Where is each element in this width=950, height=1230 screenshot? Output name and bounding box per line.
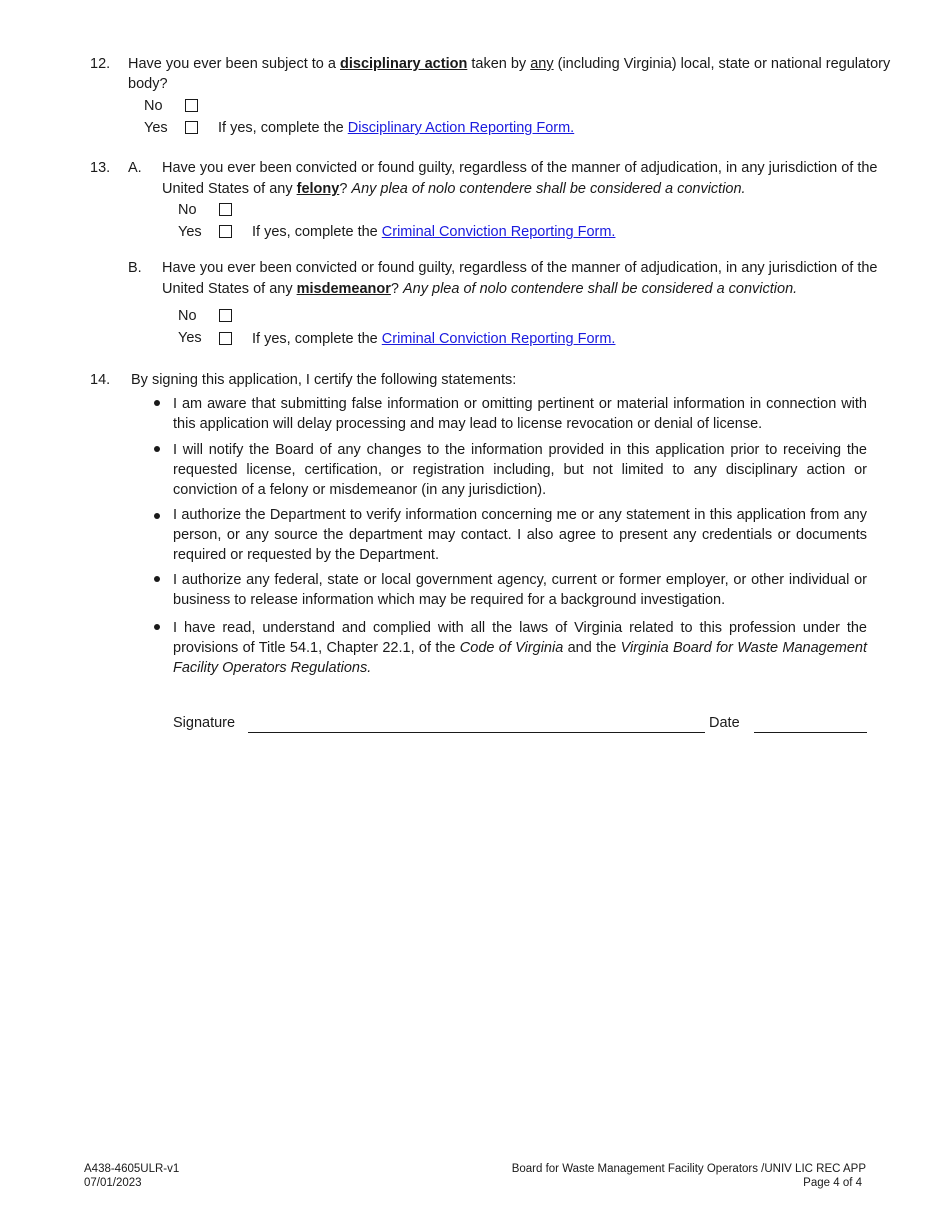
q14-intro: By signing this application, I certify the following statements: — [131, 372, 517, 388]
q13b-bold-term: misdemeanor — [296, 281, 391, 297]
footer-form-id: A438-4605ULR-v1 — [84, 1163, 180, 1175]
q12-if-yes: If yes, complete the Disciplinary Action Reporting Form. — [218, 120, 575, 136]
q13-number: 13. — [90, 160, 111, 176]
certification-statement-1: I am aware that submitting false information or omitting pertinent or material information in connection with this application will delay processing and may lead to license revocation or denial of license. — [173, 396, 867, 432]
q14-number: 14. — [90, 372, 111, 388]
q13b-question-line2: United States of any misdemeanor? Any plea of nolo contendere shall be considered a conviction. — [162, 281, 798, 297]
q13a-question-line1: Have you ever been convicted or found guilty, regardless of the manner of adjudication, in any jurisdiction of the — [162, 160, 878, 176]
q12-bold-term: disciplinary action — [340, 56, 468, 72]
bullet-1-icon — [154, 400, 160, 406]
bullet-5-icon — [154, 624, 160, 630]
q12-yes-label: Yes — [144, 120, 168, 136]
q13a-letter: A. — [128, 160, 142, 176]
q13b-if-yes: If yes, complete the Criminal Conviction Reporting Form. — [252, 331, 616, 347]
q13a-yes-checkbox[interactable] — [219, 225, 232, 238]
disciplinary-action-form-link[interactable]: Disciplinary Action Reporting Form. — [347, 120, 575, 136]
q12-number: 12. — [90, 56, 111, 72]
date-line[interactable] — [754, 732, 867, 733]
q13a-bold-term: felony — [296, 181, 340, 197]
bullet-4-icon — [154, 576, 160, 582]
certification-statement-3: I authorize the Department to verify information concerning me or any statement in this application from any person, or any source the department may contact. I also agree to present any credentials or documents required or requested by the Department. — [173, 507, 867, 563]
q13b-yes-checkbox[interactable] — [219, 332, 232, 345]
q12-question: Have you ever been subject to a disciplinary action taken by any (including Virginia) local, state or national regulatory — [128, 56, 891, 72]
criminal-conviction-form-link-b[interactable]: Criminal Conviction Reporting Form. — [381, 331, 616, 347]
q13a-yes-label: Yes — [178, 224, 202, 240]
q13b-no-checkbox[interactable] — [219, 309, 232, 322]
signature-line[interactable] — [248, 732, 705, 733]
q12-question-line2: body? — [128, 76, 168, 92]
q13b-yes-label: Yes — [178, 330, 202, 346]
bullet-3-icon — [154, 513, 160, 519]
q13b-question-line1: Have you ever been convicted or found guilty, regardless of the manner of adjudication, in any jurisdiction of the — [162, 260, 878, 276]
q13a-if-yes: If yes, complete the Criminal Conviction Reporting Form. — [252, 224, 616, 240]
signature-label: Signature — [173, 715, 236, 731]
q13a-no-label: No — [178, 202, 197, 218]
footer-date: 07/01/2023 — [84, 1177, 142, 1189]
q12-no-label: No — [144, 98, 163, 114]
footer-page-number: Page 4 of 4 — [803, 1177, 862, 1189]
certification-statement-2: I will notify the Board of any changes to the information provided in this application prior to receiving the requested license, certification, or registration including, but not limited to any disciplinary action or conviction of a felony or misdemeanor (in any jurisdiction). — [173, 442, 867, 498]
footer-board: Board for Waste Management Facility Operators /UNIV LIC REC APP — [511, 1163, 866, 1175]
q13b-no-label: No — [178, 308, 197, 324]
q13a-no-checkbox[interactable] — [219, 203, 232, 216]
q13a-question-line2: United States of any felony? Any plea of nolo contendere shall be considered a conviction. — [162, 181, 746, 197]
certification-statement-5: I have read, understand and complied with all the laws of Virginia related to this profession under the provisions of Title 54.1, Chapter 22.1, of the Code of Virginia and the Virginia Board for Waste Management Facility Operators Regulations. — [173, 620, 867, 676]
date-label: Date — [709, 715, 740, 731]
criminal-conviction-form-link-a[interactable]: Criminal Conviction Reporting Form. — [381, 224, 616, 240]
bullet-2-icon — [154, 446, 160, 452]
q13b-letter: B. — [128, 260, 142, 276]
q12-no-checkbox[interactable] — [185, 99, 198, 112]
q12-yes-checkbox[interactable] — [185, 121, 198, 134]
certification-statement-4: I authorize any federal, state or local government agency, current or former employer, or other individual or business to release information which may be required for a background investigation. — [173, 572, 867, 608]
